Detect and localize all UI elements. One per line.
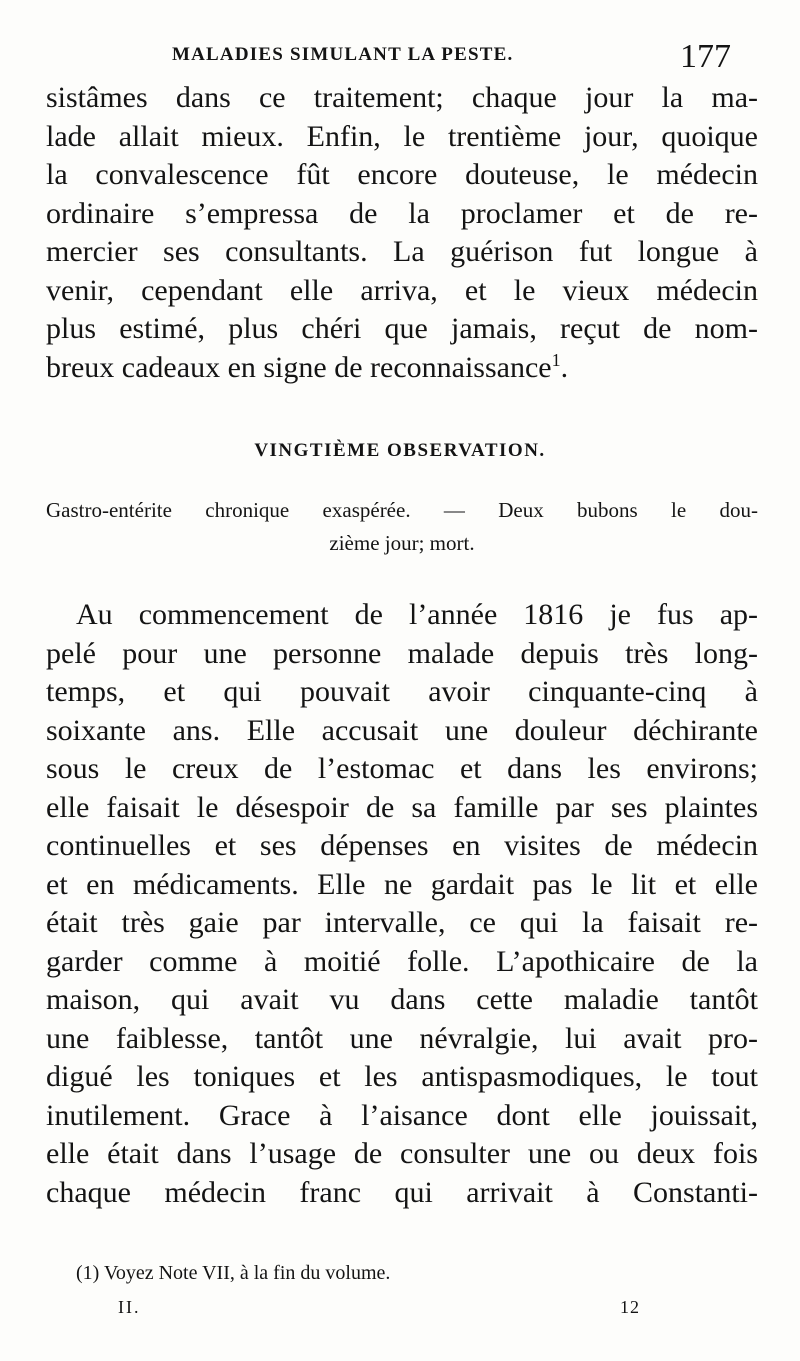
summary-line: zième jour; mort. xyxy=(329,531,475,555)
text-line: temps, et qui pouvait avoir cinquante-cinq à xyxy=(46,675,758,708)
footnote: (1) Voyez Note VII, à la fin du volume. xyxy=(76,1262,391,1284)
text-line: la convalescence fût encore douteuse, le médecin xyxy=(46,158,758,191)
text-line: sous le creux de l’estomac et dans les environs; xyxy=(46,752,758,785)
signature-sheet: 12 xyxy=(620,1297,640,1317)
text-line: chaque médecin franc qui arrivait à Constanti- xyxy=(46,1175,758,1209)
text-line: et en médicaments. Elle ne gardait pas le lit et elle xyxy=(46,867,758,901)
text-line: garder comme à moitié folle. L’apothicaire de la xyxy=(46,944,758,978)
text-line: maison, qui avait vu dans cette maladie tantôt xyxy=(46,983,758,1016)
text-line: digué les toniques et les antispasmodiques, le tout xyxy=(46,1060,758,1093)
text-line: soixante ans. Elle accusait une douleur déchirante xyxy=(46,713,758,747)
paragraph-observation xyxy=(46,596,758,1212)
paragraph-continued xyxy=(46,79,758,387)
running-head xyxy=(0,38,800,78)
text-line: plus estimé, plus chéri que jamais, reçut de nom- xyxy=(46,312,758,345)
text-line: elle était dans l’usage de consulter une ou deux fois xyxy=(46,1137,758,1170)
footnote-marker[interactable]: 1 xyxy=(551,349,561,370)
text-line-content: breux cadeaux en signe de reconnaissance xyxy=(46,350,552,384)
text-line: lade allait mieux. Enfin, le trentième jour, quoique xyxy=(46,119,758,153)
page-number: 177 xyxy=(680,38,731,75)
text-line: Au commencement de l’année 1816 je fus ap- xyxy=(76,598,758,631)
summary-line: Gastro-entérite chronique exaspérée. — Deux bubons le dou- xyxy=(46,498,758,522)
text-line: ordinaire s’empressa de la proclamer et de re- xyxy=(46,196,758,230)
text-line: elle faisait le désespoir de sa famille par ses plaintes xyxy=(46,790,758,824)
text-line: mercier ses consultants. La guérison fut longue à xyxy=(46,235,758,268)
text-line: pelé pour une personne malade depuis très long- xyxy=(46,636,758,670)
section-heading: VINGTIÈME OBSERVATION. xyxy=(254,440,546,461)
text-line: était très gaie par intervalle, ce qui la faisait re- xyxy=(46,906,758,939)
text-line: venir, cependant elle arriva, et le vieux médecin xyxy=(46,273,758,307)
text-line: une faiblesse, tantôt une névralgie, lui avait pro- xyxy=(46,1021,758,1055)
text-line-last xyxy=(46,349,758,388)
text-line: continuelles et ses dépenses en visites de médecin xyxy=(46,829,758,862)
text-line: sistâmes dans ce traitement; chaque jour la ma- xyxy=(46,81,758,114)
running-title: MALADIES SIMULANT LA PESTE. xyxy=(172,44,514,65)
sentence-end: . xyxy=(560,350,569,384)
section-summary xyxy=(46,494,758,560)
signature-volume: II. xyxy=(118,1297,141,1317)
text-line: inutilement. Grace à l’aisance dont elle jouissait, xyxy=(46,1098,758,1132)
